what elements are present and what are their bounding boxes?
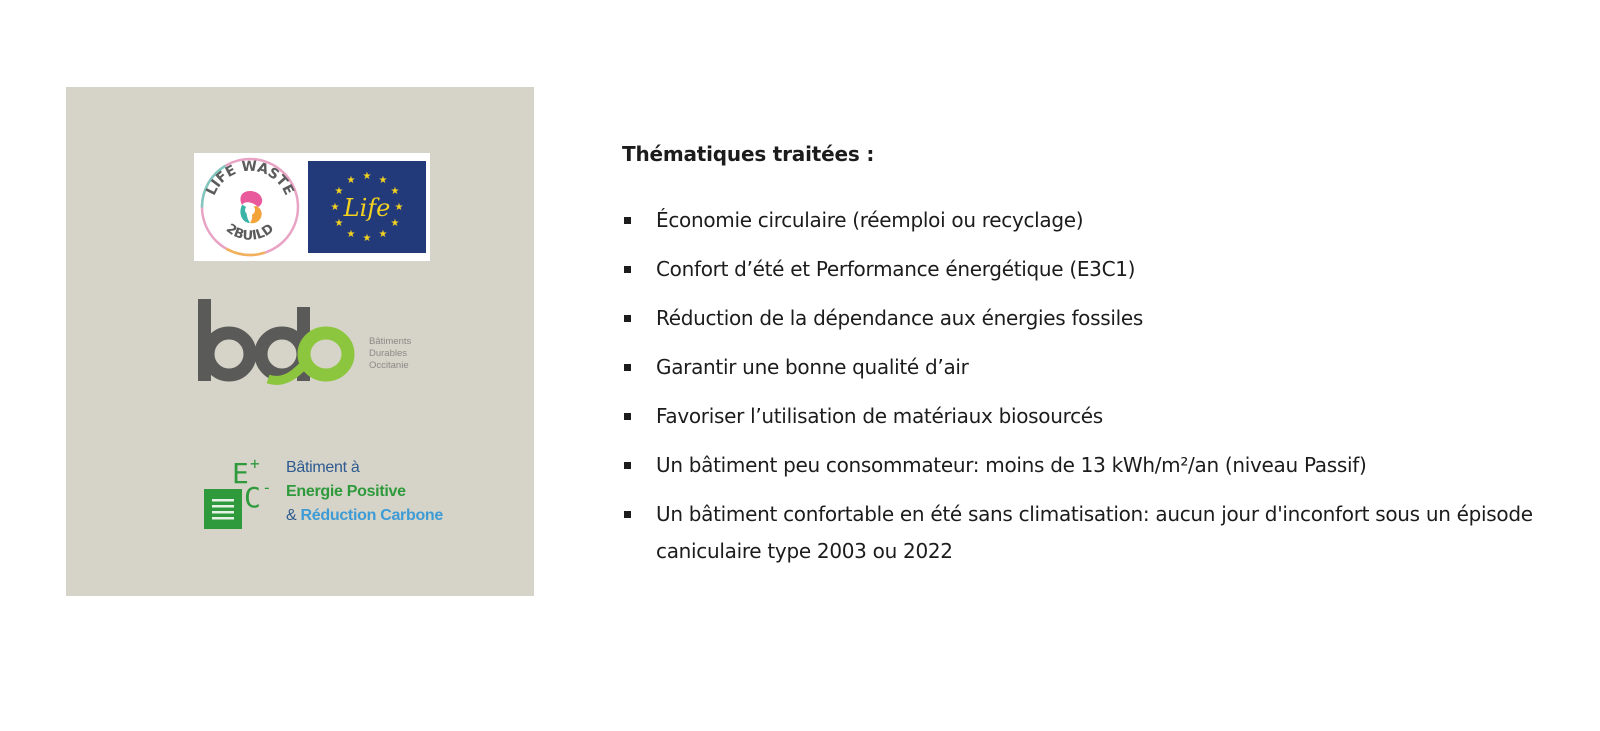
bullet <box>624 462 631 469</box>
list-item-text: Confort d’été et Performance énergétique (E3C1) <box>656 257 1136 281</box>
life-waste-2build-logo <box>198 155 302 259</box>
svg-text:★: ★ <box>346 229 356 240</box>
ec-logo <box>204 455 280 531</box>
theme-list <box>622 202 1582 570</box>
bullet <box>624 364 631 371</box>
ec-mark-minus: - <box>262 478 272 497</box>
svg-text:★: ★ <box>390 186 400 197</box>
list-item <box>622 300 1582 337</box>
bdo-caption-line: Bâtiments <box>369 336 412 347</box>
ec-caption-line1: Bâtiment à <box>286 459 360 476</box>
lw2b-top-text: LIFE WASTE <box>203 158 297 198</box>
svg-text:★: ★ <box>362 233 372 244</box>
list-item-text: Un bâtiment peu consommateur: moins de 13 kWh/m²/an (niveau Passif) <box>656 453 1367 477</box>
ec-caption-line2: Energie Positive <box>286 483 406 500</box>
list-item <box>622 447 1582 484</box>
svg-text:2BUILD <box>223 221 277 244</box>
ec-caption-highlight: Réduction Carbone <box>300 507 443 524</box>
svg-text:★: ★ <box>378 229 388 240</box>
list-item-text: Un bâtiment confortable en été sans climatisation: aucun jour d'inconfort sous un épisode caniculaire type 2003 ou 2022 <box>656 502 1533 563</box>
logo-panel <box>66 87 534 596</box>
eu-life-logo <box>308 161 426 253</box>
bdo-caption <box>369 336 411 372</box>
lw2b-bottom-text: 2BUILD <box>223 221 277 244</box>
svg-text:★: ★ <box>346 175 356 186</box>
life-logos-box <box>194 153 430 261</box>
bdo-logo <box>198 299 358 387</box>
bullet <box>624 315 631 322</box>
list-item <box>622 349 1582 386</box>
list-item-text: Favoriser l’utilisation de matériaux biosourcés <box>656 404 1103 428</box>
eu-life-text: Life <box>343 194 391 222</box>
svg-text:★: ★ <box>334 218 344 229</box>
svg-text:★: ★ <box>390 218 400 229</box>
list-item <box>622 202 1582 239</box>
list-item <box>622 496 1582 570</box>
svg-text:★: ★ <box>362 171 372 182</box>
ec-mark-e: E <box>232 457 249 490</box>
content <box>622 142 1582 582</box>
list-item <box>622 398 1582 435</box>
svg-text:★: ★ <box>330 202 340 213</box>
bdo-caption-line: Occitanie <box>369 360 409 371</box>
list-item-text: Garantir une bonne qualité d’air <box>656 355 969 379</box>
list-item-text: Réduction de la dépendance aux énergies fossiles <box>656 306 1143 330</box>
bdo-caption-line: Durables <box>369 348 408 359</box>
bullet <box>624 217 631 224</box>
ec-caption-line3 <box>286 504 443 528</box>
ec-mark-c: C <box>244 481 261 514</box>
svg-text:★: ★ <box>378 175 388 186</box>
svg-text:★: ★ <box>334 186 344 197</box>
bullet <box>624 266 631 273</box>
list-item-text: Économie circulaire (réemploi ou recyclage) <box>656 208 1084 232</box>
heading: Thématiques traitées : <box>622 142 875 166</box>
svg-text:★: ★ <box>394 202 404 213</box>
ec-mark-plus: + <box>250 455 260 473</box>
list-item <box>622 251 1582 288</box>
ec-caption-prefix: & <box>286 507 301 524</box>
ec-caption <box>286 456 443 528</box>
bullet <box>624 413 631 420</box>
bullet <box>624 511 631 518</box>
